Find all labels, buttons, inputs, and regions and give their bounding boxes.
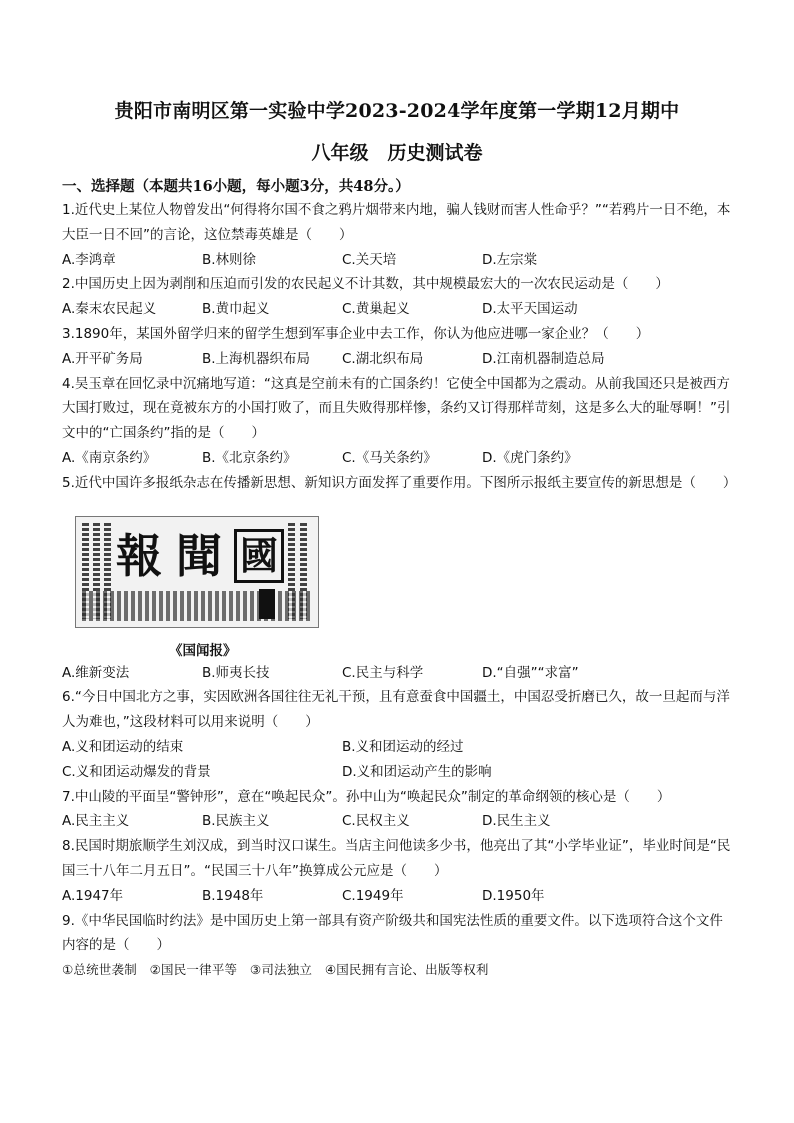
option-d: D.《虎门条约》 (482, 449, 578, 466)
option-c: C.民主与科学 (342, 664, 424, 681)
option-d: D.太平天国运动 (482, 301, 578, 318)
option-b: B.林则徐 (202, 251, 257, 268)
option-d: D.1950年 (482, 887, 545, 904)
option-a: A.维新变法 (62, 664, 130, 681)
question-6-options-row1 (62, 735, 734, 760)
option-a: A.1947年 (62, 887, 124, 904)
option-d: D.“自强”“求富” (482, 664, 579, 681)
option-c: C.1949年 (342, 887, 404, 904)
exam-title-line2: 八年级 历史测试卷 (311, 142, 483, 164)
question-7-options (62, 809, 734, 834)
question-1-stem: 1.近代史上某位人物曾发出“何得将尔国不食之鸦片烟带来内地，骗人钱财而害人性命乎？”“若鸦片一日不绝，本大臣一日不回”的言论，这位禁毒英雄是（ ） (62, 202, 731, 243)
option-b: B.《北京条约》 (202, 449, 297, 466)
figure-caption: 《国闻报》 (169, 642, 237, 659)
section-heading: 一、选择题（本题共16小题，每小题3分，共48分。） (62, 178, 410, 195)
masthead-char: 報 (116, 528, 162, 583)
question-4-stem: 4.吴玉章在回忆录中沉痛地写道：“这真是空前未有的亡国条约！它使全中国都为之震动。从前我国还只是被西方大国打败过，现在竟被东方的小国打败了，而且失败得那样惨，条约又订得那样苛刻，这是多么大的耻辱啊！”引文中的“亡国条约”指的是（ ） (62, 375, 731, 442)
newspaper-figure (62, 496, 734, 661)
option-c: C.义和团运动爆发的背景 (62, 763, 211, 780)
option-b: B.黄巾起义 (202, 301, 270, 318)
option-a: A.义和团运动的结束 (62, 738, 184, 755)
newspaper-masthead (114, 527, 284, 585)
question-8-options (62, 884, 734, 909)
option-d: D.左宗棠 (482, 251, 538, 268)
option-c: C.民权主义 (342, 813, 410, 830)
option-b: B.1948年 (202, 887, 264, 904)
option-c: C.关天培 (342, 251, 397, 268)
newspaper-image (75, 516, 319, 628)
questions-container (62, 198, 737, 983)
question-6-stem: 6.“今日中国北方之事，实因欧洲各国往往无礼干预，且有意蚕食中国疆土，中国忍受折磨已久，故一旦起而与洋人为难也，”这段材料可以用来说明（ ） (62, 689, 730, 731)
option-a: A.秦末农民起义 (62, 301, 157, 318)
question-3-stem: 3.1890年，某国外留学归来的留学生想到军事企业中去工作，你认为他应进哪一家企业？（ ） (62, 325, 650, 342)
masthead-char: 聞 (176, 528, 222, 583)
option-b: B.上海机器织布局 (202, 350, 311, 367)
question-3-options (62, 347, 734, 372)
question-9-statements: ①总统世袭制 ②国民一律平等 ③司法独立 ④国民拥有言论、出版等权利 (62, 962, 489, 978)
option-b: B.义和团运动的经过 (342, 738, 464, 755)
exam-title-line1: 贵阳市南明区第一实验中学2023-2024学年度第一学期12月期中 (114, 100, 680, 122)
option-d: D.民生主义 (482, 813, 551, 830)
option-b: B.民族主义 (202, 813, 270, 830)
question-5-stem: 5.近代中国许多报纸杂志在传播新思想、新知识方面发挥了重要作用。下图所示报纸主要宣传的新思想是（ ） (62, 474, 737, 491)
question-1-options (62, 248, 734, 273)
option-a: A.李鸿章 (62, 251, 116, 268)
newspaper-print-area (82, 591, 310, 621)
option-d: D.义和团运动产生的影响 (342, 763, 492, 780)
question-4-options (62, 446, 734, 471)
question-9-stem: 9.《中华民国临时约法》是中国历史上第一部具有资产阶级共和国宪法性质的重要文件。以下选项符合这个文件内容的是（ ） (62, 912, 723, 954)
newspaper-seal (259, 589, 275, 619)
question-2-options (62, 297, 734, 322)
question-5-options (62, 661, 734, 686)
option-b: B.师夷长技 (202, 664, 270, 681)
option-a: A.民主主义 (62, 813, 130, 830)
option-c: C.湖北织布局 (342, 350, 424, 367)
option-a: A.《南京条约》 (62, 449, 157, 466)
question-7-stem: 7.中山陵的平面呈“警钟形”，意在“唤起民众”。孙中山为“唤起民众”制定的革命纲领的核心是（ ） (62, 788, 671, 805)
question-2-stem: 2.中国历史上因为剥削和压迫而引发的农民起义不计其数，其中规模最宏大的一次农民运动是（ ） (62, 276, 669, 293)
question-8-stem: 8.民国时期旅顺学生刘汉成，到当时汉口谋生。当店主问他读多少书，他亮出了其“小学毕业证”，毕业时间是“民国三十八年二月五日”。“民国三十八年”换算成公元应是（ ） (62, 838, 731, 879)
option-c: C.《马关条约》 (342, 449, 437, 466)
option-d: D.江南机器制造总局 (482, 350, 605, 367)
masthead-char: 國 (234, 529, 284, 583)
option-a: A.开平矿务局 (62, 350, 143, 367)
option-c: C.黄巢起义 (342, 301, 410, 318)
question-6-options-row2 (62, 760, 734, 785)
